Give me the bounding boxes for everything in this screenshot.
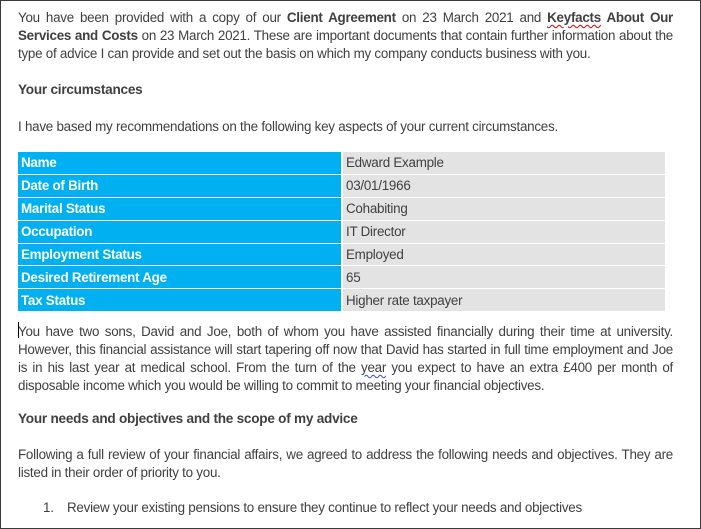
- spelling-flagged-word: Keyfacts: [547, 10, 601, 25]
- row-value: Cohabiting: [342, 197, 665, 220]
- row-label: Occupation: [18, 220, 342, 243]
- row-value: 65: [342, 266, 665, 289]
- row-value: 03/01/1966: [342, 174, 665, 197]
- table-row: [18, 266, 665, 289]
- row-value: Higher rate taxpayer: [342, 289, 665, 312]
- circumstances-table: [18, 152, 665, 312]
- table-row: [18, 197, 665, 220]
- row-value: Employed: [342, 243, 665, 266]
- row-value: Edward Example: [342, 152, 665, 174]
- table-row: [18, 289, 665, 312]
- intro-paragraph: You have been provided with a copy of our Client Agreement on 23 March 2021 and Keyfacts About Our Services and Costs on 23 March 2021. These are important documents that contain further information about the type of advice I can provide and set out the basis on which my company conducts business with you.: [18, 10, 674, 61]
- needs-heading: Your needs and objectives and the scope of my advice: [18, 411, 358, 426]
- list-number: 1.: [43, 500, 54, 515]
- table-row: [18, 174, 665, 197]
- list-item: [43, 499, 582, 517]
- row-value: IT Director: [342, 220, 665, 243]
- row-label: Employment Status: [18, 243, 342, 266]
- list-item-text: Review your existing pensions to ensure they continue to reflect your needs and objectives: [67, 500, 582, 515]
- row-label: Marital Status: [18, 197, 342, 220]
- row-label: Date of Birth: [18, 174, 342, 197]
- row-label: Name: [18, 152, 342, 174]
- table-row: [18, 220, 665, 243]
- circumstances-lead: I have based my recommendations on the following key aspects of your current circumstances.: [18, 119, 558, 134]
- family-paragraph[interactable]: You have two sons, David and Joe, both of whom you have assisted financially during their time at university. However, this financial assistance will start tapering off now that David has started in full time employment and Joe is in his last year at medical school. From the turn of the year you expect to have an extra £400 per month of disposable income which you would be willing to commit to meeting your financial objectives.: [18, 324, 673, 393]
- circumstances-heading: Your circumstances: [18, 82, 143, 97]
- table-row: [18, 152, 665, 174]
- table-row: [18, 243, 665, 266]
- grammar-flagged-word: year: [361, 360, 387, 375]
- row-label: Desired Retirement Age: [18, 266, 342, 289]
- needs-lead: Following a full review of your financial affairs, we agreed to address the following needs and objectives. They are listed in their order of priority to you.: [18, 447, 673, 480]
- row-label: Tax Status: [18, 289, 342, 312]
